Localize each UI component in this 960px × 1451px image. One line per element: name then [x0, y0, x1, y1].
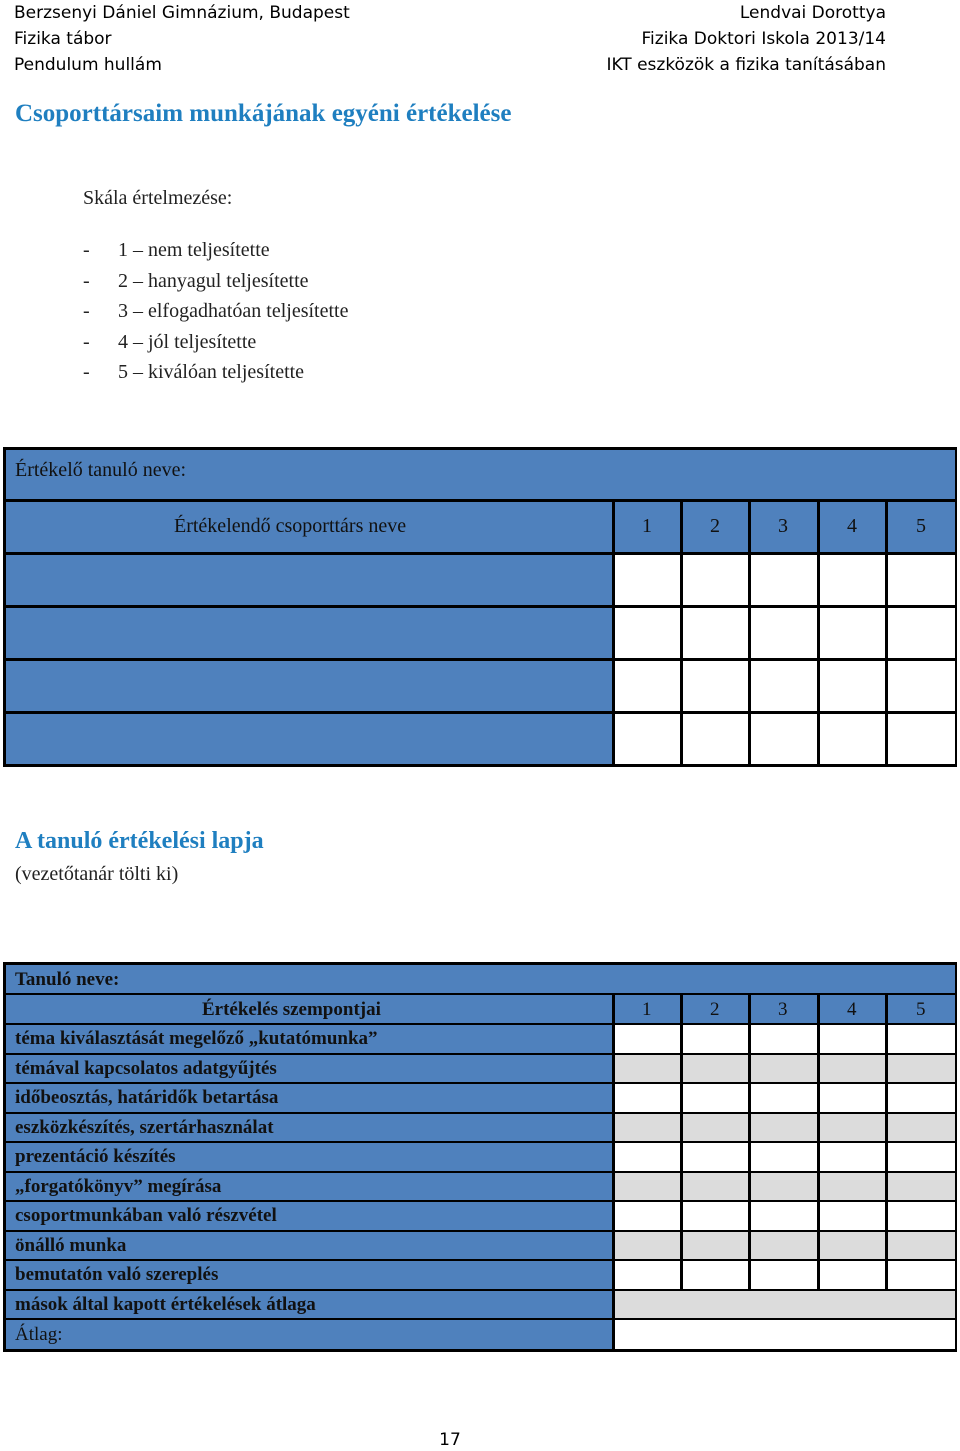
- score-cell[interactable]: [683, 1025, 748, 1053]
- score-cell[interactable]: [820, 1143, 885, 1171]
- criterion-row: mások által kapott értékelések átlaga: [6, 1291, 612, 1318]
- score-cell[interactable]: [888, 1173, 955, 1200]
- evaluator-name-row[interactable]: [6, 450, 955, 499]
- eval-score-header-4: 4: [847, 999, 857, 1020]
- scale-item: - 5 – kiválóan teljesítette: [83, 361, 305, 383]
- header-left: [14, 0, 350, 78]
- student-evaluation-table: [3, 962, 957, 1352]
- score-cell[interactable]: [820, 555, 885, 605]
- score-cell[interactable]: [683, 555, 748, 605]
- score-cell[interactable]: [751, 1232, 817, 1259]
- score-cell[interactable]: [751, 1025, 817, 1053]
- score-cell[interactable]: [751, 1143, 817, 1171]
- score-cell[interactable]: [683, 1232, 748, 1259]
- score-cell[interactable]: [615, 1202, 680, 1230]
- eval-score-header-3: 3: [778, 999, 788, 1020]
- score-cell[interactable]: [615, 1232, 680, 1259]
- eval-score-header-5: 5: [916, 999, 926, 1020]
- score-header-1: 1: [642, 515, 652, 537]
- score-cell[interactable]: [888, 1261, 955, 1289]
- peer-name-cell[interactable]: [6, 555, 612, 605]
- student-name-row[interactable]: [6, 965, 955, 993]
- score-header-4: 4: [847, 515, 857, 537]
- criterion-row: „forgatókönyv” megírása: [6, 1173, 612, 1200]
- score-cell[interactable]: [683, 1202, 748, 1230]
- score-cell[interactable]: [820, 1202, 885, 1230]
- average-label: Átlag:: [15, 1324, 63, 1345]
- score-cell[interactable]: [615, 1055, 680, 1082]
- score-cell[interactable]: [888, 555, 955, 605]
- name-header: Értékelendő csoporttárs neve: [174, 515, 407, 537]
- score-cell[interactable]: [888, 1202, 955, 1230]
- score-cell[interactable]: [615, 1084, 680, 1112]
- score-cell[interactable]: [751, 608, 817, 658]
- score-cell[interactable]: [615, 1025, 680, 1053]
- score-cell[interactable]: [683, 608, 748, 658]
- criterion-row: csoportmunkában való részvétel: [6, 1202, 612, 1230]
- score-cell[interactable]: [615, 555, 680, 605]
- course-name: IKT eszközök a fizika tanításában: [606, 55, 886, 75]
- section-subtitle: (vezetőtanár tölti ki): [15, 863, 179, 885]
- criterion-row: eszközkészítés, szertárhasználat: [6, 1114, 612, 1141]
- score-cell[interactable]: [683, 1084, 748, 1112]
- score-cell[interactable]: [615, 1261, 680, 1289]
- eval-score-header-2: 2: [710, 999, 720, 1020]
- school-name: Berzsenyi Dániel Gimnázium, Budapest: [14, 3, 350, 23]
- score-cell[interactable]: [615, 661, 680, 711]
- doctoral-school: Fizika Doktori Iskola 2013/14: [641, 29, 886, 49]
- eval-score-header-1: 1: [642, 999, 652, 1020]
- score-cell[interactable]: [888, 1025, 955, 1053]
- score-cell[interactable]: [683, 1114, 748, 1141]
- score-cell[interactable]: [820, 1055, 885, 1082]
- score-cell[interactable]: [820, 1232, 885, 1259]
- score-header-3: 3: [778, 515, 788, 537]
- scale-heading: Skála értelmezése:: [83, 187, 233, 209]
- name-header-cell: [6, 502, 612, 552]
- scale-item: - 2 – hanyagul teljesítette: [83, 269, 309, 292]
- criteria-header: Értékelés szempontjai: [202, 999, 381, 1020]
- criterion-row: téma kiválasztását megelőző „kutatómunka”: [6, 1025, 612, 1053]
- criterion-row: időbeosztás, határidők betartása: [6, 1084, 612, 1112]
- scale-item: - 1 – nem teljesítette: [83, 239, 270, 261]
- author-name: Lendvai Dorottya: [739, 3, 886, 23]
- criterion-row: önálló munka: [6, 1232, 612, 1259]
- score-cell[interactable]: [888, 1055, 955, 1082]
- score-cell[interactable]: [751, 1114, 817, 1141]
- score-cell[interactable]: [888, 714, 955, 764]
- score-cell[interactable]: [820, 1173, 885, 1200]
- section-title: A tanuló értékelési lapja: [15, 828, 264, 854]
- student-label: Tanuló neve:: [15, 969, 120, 990]
- scale-list: [83, 236, 348, 389]
- criterion-row: témával kapcsolatos adatgyűjtés: [6, 1055, 612, 1082]
- score-cell[interactable]: [751, 1261, 817, 1289]
- score-cell[interactable]: [683, 661, 748, 711]
- scale-item: - 3 – elfogadhatóan teljesítette: [83, 300, 349, 322]
- score-cell[interactable]: [751, 714, 817, 764]
- score-cell[interactable]: [820, 661, 885, 711]
- score-cell[interactable]: [820, 714, 885, 764]
- score-cell[interactable]: [888, 608, 955, 658]
- score-cell[interactable]: [683, 714, 748, 764]
- score-cell[interactable]: [820, 608, 885, 658]
- score-cell[interactable]: [683, 1143, 748, 1171]
- evaluator-label: Értékelő tanuló neve:: [15, 459, 187, 481]
- camp-name: Fizika tábor: [14, 29, 112, 49]
- score-cell[interactable]: [820, 1114, 885, 1141]
- score-cell[interactable]: [615, 1114, 680, 1141]
- score-cell[interactable]: [751, 661, 817, 711]
- score-cell[interactable]: [888, 1143, 955, 1171]
- score-cell[interactable]: [683, 1261, 748, 1289]
- score-cell[interactable]: [888, 1114, 955, 1141]
- score-cell[interactable]: [615, 714, 680, 764]
- score-cell[interactable]: [820, 1025, 885, 1053]
- score-cell[interactable]: [683, 1055, 748, 1082]
- score-cell[interactable]: [615, 1173, 680, 1200]
- score-cell[interactable]: [888, 1232, 955, 1259]
- score-cell[interactable]: [888, 661, 955, 711]
- peer-average-cell[interactable]: [615, 1291, 955, 1318]
- page-title: Csoporttársaim munkájának egyéni értékelése: [15, 100, 512, 127]
- score-cell[interactable]: [683, 1173, 748, 1200]
- criterion-row: prezentáció készítés: [6, 1143, 612, 1171]
- score-cell[interactable]: [820, 1261, 885, 1289]
- peer-name-cell[interactable]: [6, 661, 612, 711]
- average-row: [6, 1320, 612, 1349]
- score-header-2: 2: [710, 515, 720, 537]
- score-header-5: 5: [916, 515, 926, 537]
- score-cell[interactable]: [615, 608, 680, 658]
- score-cell[interactable]: [751, 1055, 817, 1082]
- score-cell[interactable]: [751, 1202, 817, 1230]
- score-cell[interactable]: [751, 1173, 817, 1200]
- criteria-header-cell: [6, 995, 612, 1023]
- scale-item: - 4 – jól teljesítette: [83, 330, 257, 353]
- topic-name: Pendulum hullám: [14, 55, 162, 75]
- peer-name-cell[interactable]: [6, 714, 612, 764]
- criterion-row: bemutatón való szereplés: [6, 1261, 612, 1289]
- score-cell[interactable]: [751, 1084, 817, 1112]
- score-cell[interactable]: [820, 1084, 885, 1112]
- peer-evaluation-table: [3, 447, 957, 767]
- average-value-cell[interactable]: [615, 1320, 955, 1349]
- page-number: 17: [439, 1430, 461, 1450]
- header-right: [606, 0, 886, 78]
- score-cell[interactable]: [751, 555, 817, 605]
- score-cell[interactable]: [615, 1143, 680, 1171]
- peer-name-cell[interactable]: [6, 608, 612, 658]
- score-cell[interactable]: [888, 1084, 955, 1112]
